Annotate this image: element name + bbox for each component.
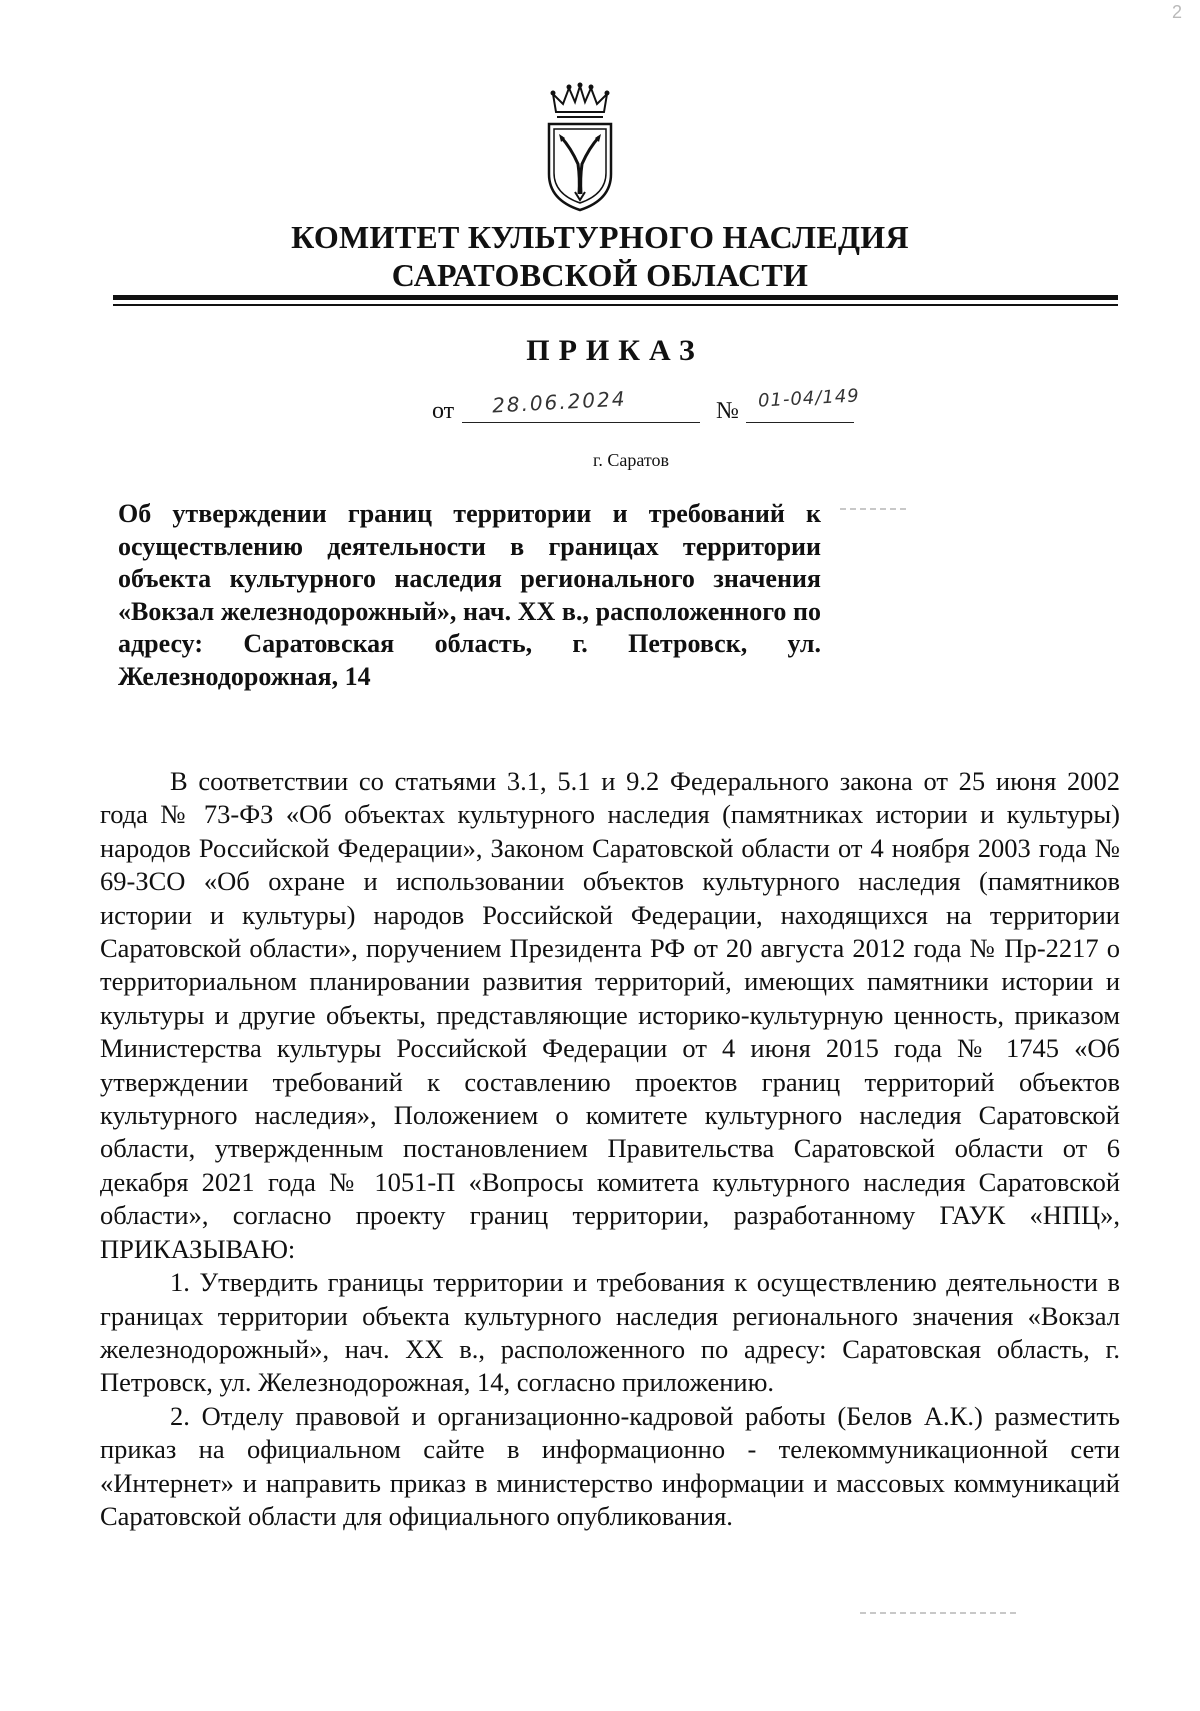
page-number: 2 xyxy=(1171,2,1182,22)
header-rule-thick xyxy=(113,295,1118,300)
document-type: ПРИКАЗ xyxy=(526,334,704,367)
organization-title-line2: САРАТОВСКОЙ ОБЛАСТИ xyxy=(391,257,809,293)
saratov-coat-of-arms-icon xyxy=(541,82,619,212)
date-underline xyxy=(462,422,700,423)
order-item-2: 2. Отделу правовой и организационно-кадровой работы (Белов А.К.) разместить приказ на официальном сайте в информационно - телекоммуникационной сети «Интернет» и направить приказ в министерство информации и массовых коммуникаций Саратовской области для официального опубликования. xyxy=(100,1400,1120,1531)
order-item-1: 1. Утвердить границы территории и требования к осуществлению деятельности в границах территории объекта культурного наследия регионального значения «Вокзал железнодорожный», нач. XX в., расположенного по адресу: Саратовская область, г. Петровск, ул. Железнодорожная, 14, согласно приложению. xyxy=(100,1267,1120,1398)
date-prefix: от xyxy=(432,398,455,424)
header-rule-thin xyxy=(113,304,1118,306)
organization-title-line1: КОМИТЕТ КУЛЬТУРНОГО НАСЛЕДИЯ xyxy=(291,219,909,255)
city: г. Саратов xyxy=(593,450,669,470)
scan-artifact xyxy=(860,1612,1020,1614)
handwritten-date: 28.06.2024 xyxy=(491,386,628,418)
order-body xyxy=(100,765,1120,1533)
number-prefix: № xyxy=(716,398,739,424)
order-subject: Об утверждении границ территории и требований к осуществлению деятельности в границах территории объекта культурного наследия регионального значения «Вокзал железнодорожный», нач. XX в., расположенного по адресу: Саратовская область, г. Петровск, ул. Железнодорожная, 14 xyxy=(118,499,821,691)
order-preamble: В соответствии со статьями 3.1, 5.1 и 9.2 Федерального закона от 25 июня 2002 года № 73-ФЗ «Об объектах культурного наследия (памятниках истории и культуры) народов Российской Федерации», Законом Саратовской области от 4 ноября 2003 года № 69-ЗСО «Об охране и использовании объектов культурного наследия (памятников истории и культуры) народов Российской Федерации, находящихся на территории Саратовской области», поручением Президента РФ от 20 августа 2012 года № Пр-2217 о территориальном планировании развития территорий, имеющих памятники истории и культуры и другие объекты, представляющие историко-культурную ценность, приказом Министерства культуры Российской Федерации от 4 июня 2015 года № 1745 «Об утверждении требований к составлению проектов границ территорий объектов культурного наследия», Положением о комитете культурного наследия Саратовской области, утвержденным постановлением Правительства Саратовской области от 6 декабря 2021 года № 1051-П «Вопросы комитета культурного наследия Саратовской области», согласно проекту границ территории, разработанному ГАУК «НПЦ», ПРИКАЗЫВАЮ: xyxy=(100,766,1120,1264)
scan-artifact xyxy=(840,508,910,510)
organization-title xyxy=(0,218,1200,294)
handwritten-number: 01-04/149 xyxy=(757,385,861,412)
number-underline xyxy=(746,422,854,423)
